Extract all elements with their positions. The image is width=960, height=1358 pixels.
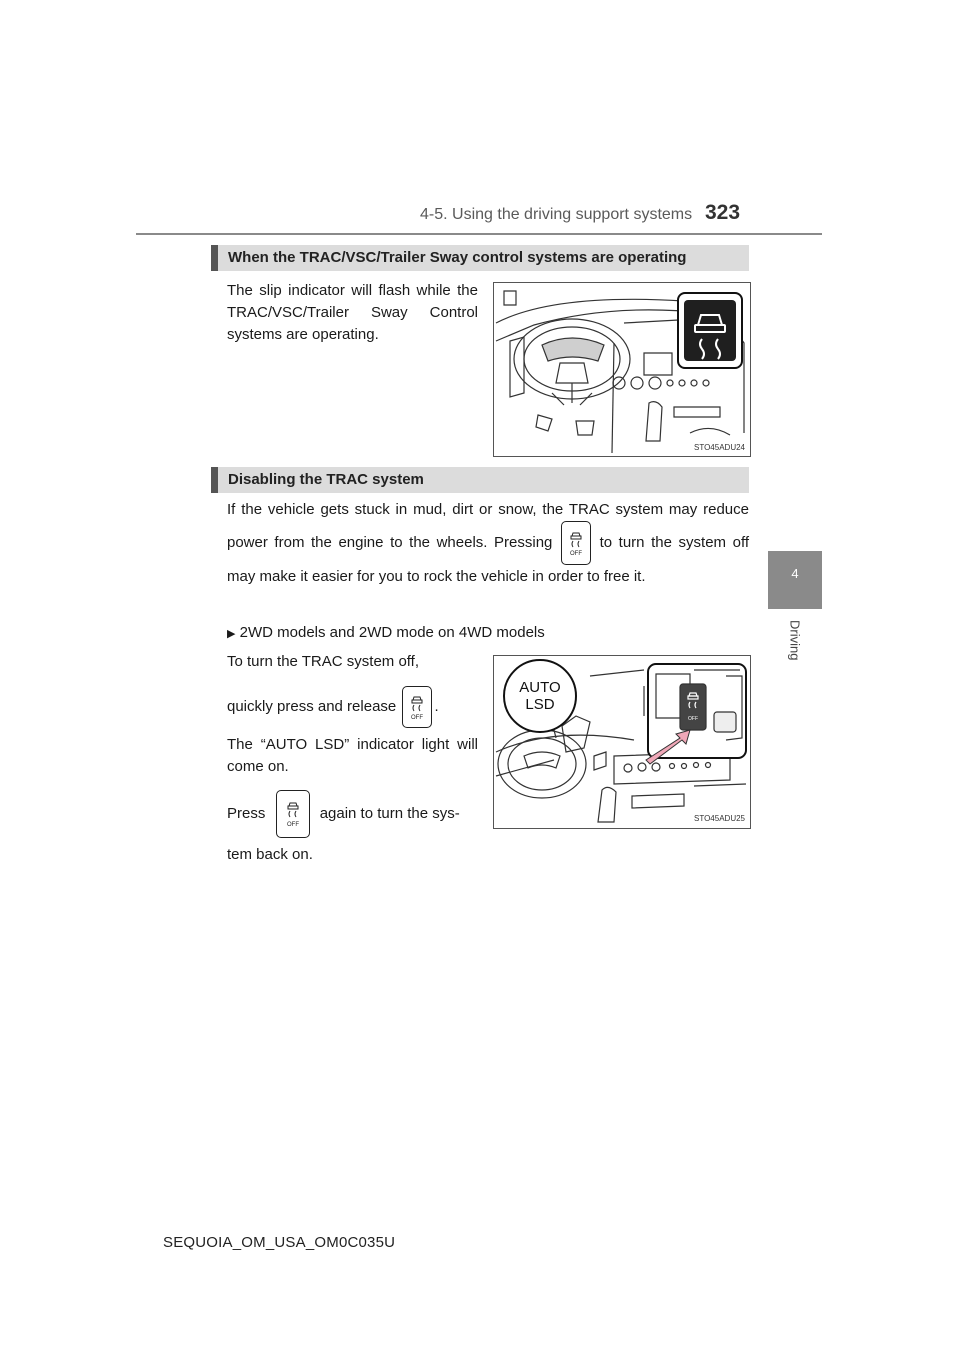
section-title: 4-5. Using the driving support systems — [420, 206, 693, 223]
slip-indicator-icon — [684, 300, 736, 361]
svg-text:OFF: OFF — [569, 551, 582, 557]
section-heading-trac-vsc-operating: When the TRAC/VSC/Trailer Sway control systems are operating — [211, 245, 749, 271]
figure-code: STO45ADU24 — [694, 443, 745, 452]
slip-indicator-text: The slip indicator will flash while the TRAC/VSC/Trailer Sway Control systems are operating. — [227, 282, 478, 343]
document-code: SEQUOIA_OM_USA_OM0C035U — [163, 1234, 396, 1251]
step1-line2: quickly press and release OFF . — [227, 686, 478, 728]
step3-line2: tem back on. — [227, 846, 313, 863]
disabling-trac-text: If the vehicle gets stuck in mud, dirt or snow, the TRAC system may reduce power from the engine to the wheels. Pressing OFF to turn the system off may make it easier for you to rock the vehicle in order to free it. — [227, 501, 750, 585]
svg-text:OFF: OFF — [688, 716, 698, 722]
vsc-off-button-icon — [561, 521, 591, 565]
page-number: 323 — [705, 201, 741, 224]
figure-auto-lsd-switch — [493, 655, 751, 829]
triangle-bullet-icon: ▶ — [227, 628, 236, 640]
svg-text:OFF: OFF — [286, 822, 299, 828]
chapter-label: Driving — [787, 620, 803, 661]
dashboard-illustration — [494, 283, 750, 456]
svg-text:LSD: LSD — [525, 696, 555, 713]
section-heading-disabling-trac: Disabling the TRAC system — [211, 467, 749, 493]
step3-line1: Press OFF again to turn the sys- — [227, 790, 478, 838]
vsc-off-button-icon — [402, 686, 432, 728]
chapter-number: 4 — [791, 566, 799, 581]
svg-text:AUTO: AUTO — [519, 679, 561, 696]
vsc-off-button-icon — [276, 790, 310, 838]
header-rule — [136, 233, 822, 235]
step1-line1: To turn the TRAC system off, — [227, 653, 420, 670]
step-text-block — [227, 651, 478, 866]
svg-text:OFF: OFF — [411, 715, 424, 721]
subheading-2wd: ▶ 2WD models and 2WD mode on 4WD models — [227, 624, 545, 641]
figure-code: STO45ADU25 — [694, 814, 745, 823]
figure-dashboard-slip-indicator — [493, 282, 751, 457]
step2-text: The “AUTO LSD” indicator light will come on. — [227, 736, 478, 775]
console-illustration — [494, 656, 750, 828]
